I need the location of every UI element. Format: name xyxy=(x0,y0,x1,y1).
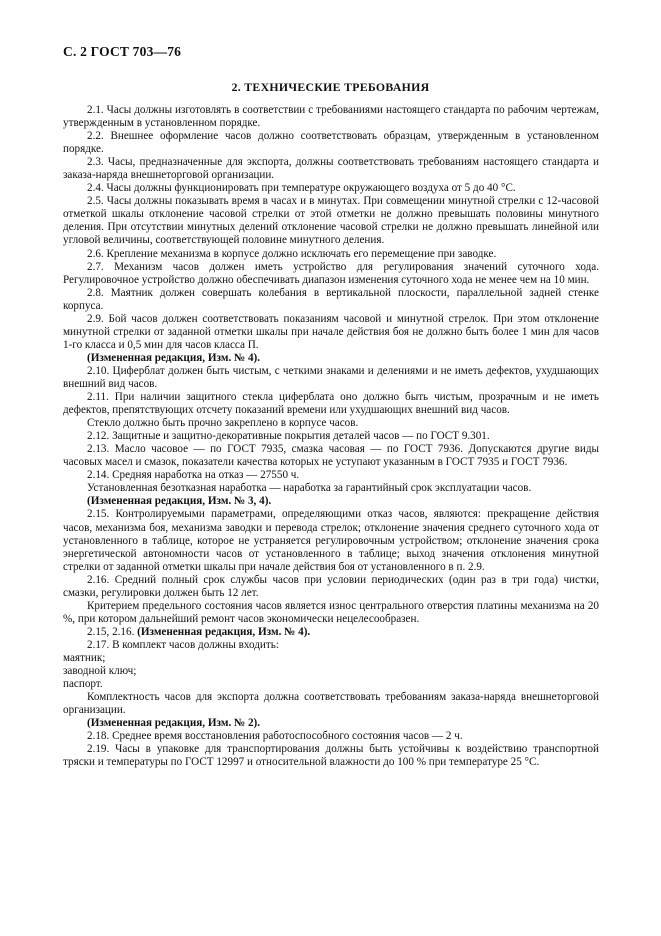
page-header: С. 2 ГОСТ 703—76 xyxy=(63,44,182,59)
paragraph: 2.6. Крепление механизма в корпусе должно исключать его перемещение при заводке. xyxy=(87,247,497,260)
paragraph: (Измененная редакция, Изм. № 2). xyxy=(87,717,261,730)
paragraph: 2.4. Часы должны функционировать при температуре окружающего воздуха от 5 до 40 °С. xyxy=(87,182,516,195)
paragraph: 2.12. Защитные и защитно-декоративные покрытия деталей часов — по ГОСТ 9.301. xyxy=(87,430,490,443)
paragraph: заводной ключ; xyxy=(63,665,137,678)
paragraph: 2.11. При наличии защитного стекла циферблата оно должно быть чистым, прозрачным и не иметь дефектов, препятствующих отсчету показаний времени или ухудшающих внешний вид часов. xyxy=(63,391,599,417)
amendment-note: (Измененная редакция, Изм. № 4). xyxy=(137,625,311,638)
paragraph: 2.15. Контролируемыми параметрами, определяющими отказ часов, являются: прекращение действия часов, механизма боя, механизма заводки и перевода стрелок; отклонение значения среднего суточного хода от установленного в таблице, которое не устраняется регулировочным устройством; отклонение значения срока энергетической автономности часов от установленного в таблице; выход значения отклонения минутной стрелки от заданной отметки шкалы при начале действия боя от установленного в п. 2.9. xyxy=(63,508,599,573)
paragraph: 2.16. Средний полный срок службы часов при условии периодических (один раз в три года) чистки, смазки, регулировки должен быть 12 лет. xyxy=(63,573,599,599)
paragraph: Комплектность часов для экспорта должна соответствовать требованиям заказа-наряда внешнеторговой организации. xyxy=(63,691,599,717)
paragraph: 2.14. Средняя наработка на отказ — 27550 ч. xyxy=(87,469,300,482)
paragraph: 2.8. Маятник должен совершать колебания в вертикальной плоскости, параллельной задней стенке корпуса. xyxy=(63,286,599,312)
paragraph: Стекло должно быть прочно закреплено в корпусе часов. xyxy=(87,417,359,430)
paragraph: (Измененная редакция, Изм. № 3, 4). xyxy=(87,495,272,508)
paragraph: 2.9. Бой часов должен соответствовать показаниям часовой и минутной стрелок. При этом отклонение минутной стрелки от заданной отметки шкалы при начале действия боя не должно быть более 1 мин для часов 1-го класса и 0,5 мин для часов класса П. xyxy=(63,312,599,351)
paragraph: паспорт. xyxy=(63,678,103,691)
paragraph: 2.10. Циферблат должен быть чистым, с четкими знаками и делениями и не иметь дефектов, ухудшающих внешний вид часов. xyxy=(63,364,599,390)
paragraph: 2.15, 2.16. (Измененная редакция, Изм. № 4). xyxy=(87,625,311,638)
paragraph: 2.13. Масло часовое — по ГОСТ 7935, смазка часовая — по ГОСТ 7936. Допускаются другие виды часовых масел и смазок, показатели качества которых не уступают указанным в ГОСТ 7935 и ГОСТ 7936. xyxy=(63,443,599,469)
paragraph: 2.1. Часы должны изготовлять в соответствии с требованиями настоящего стандарта по рабочим чертежам, утвержденным в установленном порядке. xyxy=(63,104,599,130)
paragraph: 2.5. Часы должны показывать время в часах и в минутах. При совмещении минутной стрелки с 12-часовой отметкой шкалы отклонение часовой стрелки от этой отметки не должно превышать половины минутного деления. При отсутствии минутных делений отклонение часовой стрелки не должно превышать линейной или угловой величины, соответствующей половине минутного деления. xyxy=(63,195,599,247)
paragraph: 2.19. Часы в упаковке для транспортирования должны быть устойчивы к воздействию транспортной тряски и температуры по ГОСТ 12997 и относительной влажности до 100 % при температуре 25 °С. xyxy=(63,743,599,769)
paragraph: 2.7. Механизм часов должен иметь устройство для регулирования значений суточного хода. Регулировочное устройство должно обеспечивать диапазон изменения суточного хода не менее чем на 10 мин. xyxy=(63,260,599,286)
paragraph: 2.3. Часы, предназначенные для экспорта, должны соответствовать требованиям настоящего стандарта и заказа-наряда внешнеторговой организации. xyxy=(63,156,599,182)
paragraph: 2.17. В комплект часов должны входить: xyxy=(87,638,279,651)
paragraph: Установленная безотказная наработка — наработка за гарантийный срок эксплуатации часов. xyxy=(87,482,532,495)
paragraph: 2.18. Среднее время восстановления работоспособного состояния часов — 2 ч. xyxy=(87,730,463,743)
paragraph: 2.2. Внешнее оформление часов должно соответствовать образцам, утвержденным в установленном порядке. xyxy=(63,130,599,156)
paragraph: маятник; xyxy=(63,651,106,664)
section-title: 2. ТЕХНИЧЕСКИЕ ТРЕБОВАНИЯ xyxy=(231,80,430,94)
paragraph: (Измененная редакция, Изм. № 4). xyxy=(87,351,261,364)
document-body xyxy=(63,104,599,769)
paragraph: Критерием предельного состояния часов является износ центрального отверстия платины механизма на 20 %, при котором дальнейший ремонт часов экономически нецелесообразен. xyxy=(63,599,599,625)
